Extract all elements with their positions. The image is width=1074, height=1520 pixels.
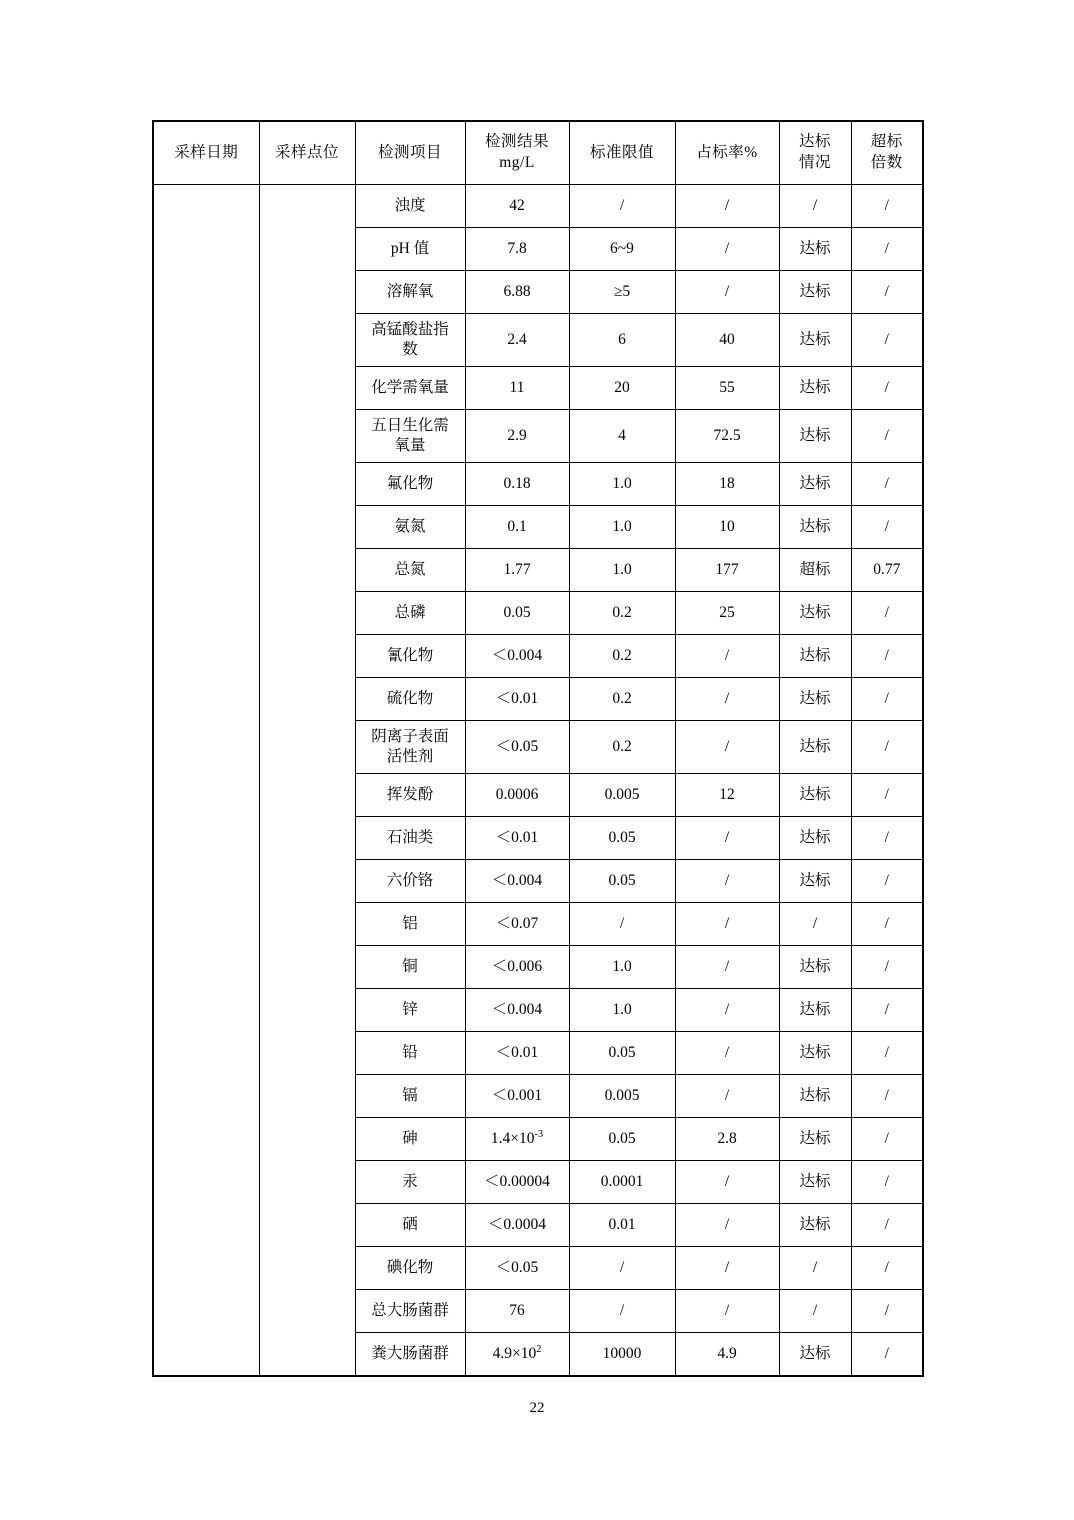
- cell-compliance-status: 达标: [779, 1075, 851, 1118]
- cell-exceed-multiple: /: [851, 721, 923, 774]
- column-header-test-result-line1: 检测结果: [484, 133, 549, 151]
- cell-standard-limit: 0.05: [569, 860, 675, 903]
- column-header-exceed-line2: 倍数: [870, 154, 903, 171]
- cell-compliance-status: /: [779, 903, 851, 946]
- cell-sample-point: [259, 185, 355, 1377]
- cell-compliance-status: 达标: [779, 1161, 851, 1204]
- cell-exceed-multiple: /: [851, 903, 923, 946]
- cell-ratio: /: [675, 946, 779, 989]
- cell-compliance-status: 达标: [779, 410, 851, 463]
- cell-test-result: ＜0.004: [465, 635, 569, 678]
- cell-ratio: /: [675, 185, 779, 228]
- cell-test-result: 2.4: [465, 314, 569, 367]
- cell-compliance-status: /: [779, 1247, 851, 1290]
- cell-test-result: 42: [465, 185, 569, 228]
- cell-ratio: 12: [675, 774, 779, 817]
- cell-standard-limit: /: [569, 1290, 675, 1333]
- cell-compliance-status: /: [779, 1290, 851, 1333]
- cell-ratio: 40: [675, 314, 779, 367]
- cell-compliance-status: 达标: [779, 678, 851, 721]
- cell-compliance-status: 达标: [779, 1032, 851, 1075]
- table-body: [153, 185, 923, 1377]
- cell-standard-limit: 1.0: [569, 463, 675, 506]
- cell-compliance-status: 达标: [779, 946, 851, 989]
- cell-test-item-line2: 活性剂: [386, 748, 434, 765]
- cell-ratio: /: [675, 817, 779, 860]
- table-header: [153, 121, 923, 185]
- cell-compliance-status: 达标: [779, 1204, 851, 1247]
- cell-standard-limit: 0.01: [569, 1204, 675, 1247]
- cell-test-result: ＜0.05: [465, 721, 569, 774]
- cell-test-item: pH 值: [355, 228, 465, 271]
- cell-test-result: ＜0.0004: [465, 1204, 569, 1247]
- cell-standard-limit: 1.0: [569, 946, 675, 989]
- cell-standard-limit: 1.0: [569, 989, 675, 1032]
- cell-standard-limit: 6~9: [569, 228, 675, 271]
- cell-ratio: /: [675, 860, 779, 903]
- column-header-exceed-line1: 超标: [870, 133, 903, 151]
- column-header-test-result-line2: mg/L: [499, 154, 535, 171]
- water-quality-table: [152, 120, 924, 1377]
- cell-exceed-multiple: /: [851, 592, 923, 635]
- cell-compliance-status: 达标: [779, 1333, 851, 1377]
- column-header-ratio: 占标率%: [675, 121, 779, 185]
- cell-ratio: 18: [675, 463, 779, 506]
- cell-exceed-multiple: 0.77: [851, 549, 923, 592]
- cell-compliance-status: 达标: [779, 592, 851, 635]
- cell-ratio: /: [675, 903, 779, 946]
- cell-ratio: /: [675, 228, 779, 271]
- cell-ratio: /: [675, 678, 779, 721]
- cell-ratio: /: [675, 1032, 779, 1075]
- cell-test-item: 氰化物: [355, 635, 465, 678]
- cell-compliance-status: 达标: [779, 463, 851, 506]
- cell-standard-limit: 0.005: [569, 774, 675, 817]
- cell-test-result: 6.88: [465, 271, 569, 314]
- cell-test-result: ＜0.004: [465, 989, 569, 1032]
- column-header-test-item: 检测项目: [355, 121, 465, 185]
- cell-exceed-multiple: /: [851, 314, 923, 367]
- cell-standard-limit: 0.2: [569, 678, 675, 721]
- cell-ratio: 177: [675, 549, 779, 592]
- cell-ratio: /: [675, 635, 779, 678]
- cell-standard-limit: /: [569, 185, 675, 228]
- cell-compliance-status: 达标: [779, 271, 851, 314]
- cell-test-result: 0.0006: [465, 774, 569, 817]
- cell-standard-limit: 0.05: [569, 1118, 675, 1161]
- cell-test-item: 浊度: [355, 185, 465, 228]
- cell-standard-limit: 0.0001: [569, 1161, 675, 1204]
- cell-exceed-multiple: /: [851, 1032, 923, 1075]
- cell-compliance-status: 达标: [779, 989, 851, 1032]
- cell-exceed-multiple: /: [851, 860, 923, 903]
- cell-ratio: 4.9: [675, 1333, 779, 1377]
- cell-test-item: 石油类: [355, 817, 465, 860]
- cell-exceed-multiple: /: [851, 1247, 923, 1290]
- cell-standard-limit: 1.0: [569, 506, 675, 549]
- cell-test-item: 总氮: [355, 549, 465, 592]
- page-number: 22: [529, 1400, 545, 1416]
- cell-test-item: 铝: [355, 903, 465, 946]
- cell-test-result: ＜0.07: [465, 903, 569, 946]
- cell-test-result: ＜0.01: [465, 678, 569, 721]
- cell-test-item: 溶解氧: [355, 271, 465, 314]
- cell-compliance-status: 达标: [779, 635, 851, 678]
- cell-standard-limit: 4: [569, 410, 675, 463]
- cell-test-result: 11: [465, 367, 569, 410]
- cell-standard-limit: 0.05: [569, 1032, 675, 1075]
- cell-test-item: 镉: [355, 1075, 465, 1118]
- cell-test-item: 总大肠菌群: [355, 1290, 465, 1333]
- cell-test-result: 2.9: [465, 410, 569, 463]
- cell-test-item: 硒: [355, 1204, 465, 1247]
- cell-compliance-status: 达标: [779, 860, 851, 903]
- cell-ratio: /: [675, 1204, 779, 1247]
- column-header-sample-point: 采样点位: [259, 121, 355, 185]
- cell-exceed-multiple: /: [851, 774, 923, 817]
- cell-test-result: $1.4\times 10^{-3}$: [465, 1118, 569, 1161]
- column-header-test-result: [465, 121, 569, 185]
- cell-test-item: 六价铬: [355, 860, 465, 903]
- cell-test-item-line2: 数: [402, 341, 418, 358]
- cell-exceed-multiple: /: [851, 367, 923, 410]
- cell-test-item: [355, 314, 465, 367]
- cell-standard-limit: 1.0: [569, 549, 675, 592]
- cell-test-item: 汞: [355, 1161, 465, 1204]
- cell-test-result: ＜0.00004: [465, 1161, 569, 1204]
- column-header-compliance: [779, 121, 851, 185]
- report-table-wrapper: [152, 120, 922, 1377]
- cell-test-result: ＜0.01: [465, 1032, 569, 1075]
- cell-ratio: 25: [675, 592, 779, 635]
- cell-exceed-multiple: /: [851, 678, 923, 721]
- cell-test-item: [355, 721, 465, 774]
- column-header-standard-limit: 标准限值: [569, 121, 675, 185]
- cell-test-item: [355, 410, 465, 463]
- cell-ratio: /: [675, 1161, 779, 1204]
- cell-test-item: 碘化物: [355, 1247, 465, 1290]
- cell-exceed-multiple: /: [851, 817, 923, 860]
- cell-test-item: 化学需氧量: [355, 367, 465, 410]
- cell-test-item: 硫化物: [355, 678, 465, 721]
- cell-compliance-status: 达标: [779, 721, 851, 774]
- cell-test-result: ＜0.05: [465, 1247, 569, 1290]
- cell-test-result: ＜0.001: [465, 1075, 569, 1118]
- table-row: [153, 185, 923, 228]
- header-row: [153, 121, 923, 185]
- cell-test-result: ＜0.01: [465, 817, 569, 860]
- cell-compliance-status: 达标: [779, 314, 851, 367]
- cell-test-result: ＜0.006: [465, 946, 569, 989]
- cell-test-item-line1: 阴离子表面: [371, 727, 449, 745]
- cell-test-item-line2: 氧量: [394, 437, 426, 454]
- cell-exceed-multiple: /: [851, 463, 923, 506]
- cell-standard-limit: 20: [569, 367, 675, 410]
- cell-ratio: /: [675, 1247, 779, 1290]
- column-header-sample-date: 采样日期: [153, 121, 259, 185]
- cell-test-item: 氟化物: [355, 463, 465, 506]
- cell-standard-limit: /: [569, 903, 675, 946]
- cell-test-item-line1: 五日生化需: [371, 416, 449, 434]
- cell-exceed-multiple: /: [851, 1333, 923, 1377]
- cell-exceed-multiple: /: [851, 1204, 923, 1247]
- column-header-exceed-multiple: [851, 121, 923, 185]
- cell-ratio: /: [675, 271, 779, 314]
- cell-compliance-status: 达标: [779, 506, 851, 549]
- cell-ratio: 55: [675, 367, 779, 410]
- cell-ratio: /: [675, 721, 779, 774]
- cell-compliance-status: 达标: [779, 367, 851, 410]
- cell-test-result: 0.18: [465, 463, 569, 506]
- cell-ratio: /: [675, 1075, 779, 1118]
- column-header-compliance-line1: 达标: [798, 133, 831, 151]
- cell-compliance-status: /: [779, 185, 851, 228]
- cell-test-item-line1: 高锰酸盐指: [371, 320, 449, 338]
- cell-exceed-multiple: /: [851, 1161, 923, 1204]
- cell-compliance-status: 超标: [779, 549, 851, 592]
- cell-exceed-multiple: /: [851, 410, 923, 463]
- cell-sample-date: [153, 185, 259, 1377]
- cell-exceed-multiple: /: [851, 989, 923, 1032]
- cell-exceed-multiple: /: [851, 1290, 923, 1333]
- cell-ratio: 2.8: [675, 1118, 779, 1161]
- cell-ratio: 10: [675, 506, 779, 549]
- cell-exceed-multiple: /: [851, 271, 923, 314]
- cell-test-item: 总磷: [355, 592, 465, 635]
- cell-standard-limit: 0.005: [569, 1075, 675, 1118]
- cell-standard-limit: /: [569, 1247, 675, 1290]
- column-header-compliance-line2: 情况: [798, 154, 831, 171]
- cell-test-result: 0.05: [465, 592, 569, 635]
- cell-test-result: ＜0.004: [465, 860, 569, 903]
- cell-ratio: 72.5: [675, 410, 779, 463]
- cell-test-result: 7.8: [465, 228, 569, 271]
- cell-compliance-status: 达标: [779, 228, 851, 271]
- cell-ratio: /: [675, 1290, 779, 1333]
- cell-test-item: 挥发酚: [355, 774, 465, 817]
- cell-exceed-multiple: /: [851, 946, 923, 989]
- cell-test-item: 铜: [355, 946, 465, 989]
- cell-standard-limit: 0.2: [569, 592, 675, 635]
- cell-exceed-multiple: /: [851, 185, 923, 228]
- cell-test-result: 0.1: [465, 506, 569, 549]
- cell-compliance-status: 达标: [779, 1118, 851, 1161]
- cell-standard-limit: 0.05: [569, 817, 675, 860]
- cell-ratio: /: [675, 989, 779, 1032]
- cell-test-result: $4.9\times 10^2$: [465, 1333, 569, 1377]
- cell-compliance-status: 达标: [779, 774, 851, 817]
- cell-test-item: 粪大肠菌群: [355, 1333, 465, 1377]
- cell-exceed-multiple: /: [851, 506, 923, 549]
- cell-exceed-multiple: /: [851, 1075, 923, 1118]
- cell-test-result: 1.77: [465, 549, 569, 592]
- cell-standard-limit: 0.2: [569, 635, 675, 678]
- cell-exceed-multiple: /: [851, 228, 923, 271]
- cell-standard-limit: ≥5: [569, 271, 675, 314]
- cell-test-item: 砷: [355, 1118, 465, 1161]
- cell-test-result: 76: [465, 1290, 569, 1333]
- cell-test-item: 铅: [355, 1032, 465, 1075]
- cell-test-item: 锌: [355, 989, 465, 1032]
- cell-exceed-multiple: /: [851, 1118, 923, 1161]
- cell-compliance-status: 达标: [779, 817, 851, 860]
- cell-standard-limit: 6: [569, 314, 675, 367]
- cell-standard-limit: 0.2: [569, 721, 675, 774]
- cell-test-item: 氨氮: [355, 506, 465, 549]
- cell-standard-limit: 10000: [569, 1333, 675, 1377]
- cell-exceed-multiple: /: [851, 635, 923, 678]
